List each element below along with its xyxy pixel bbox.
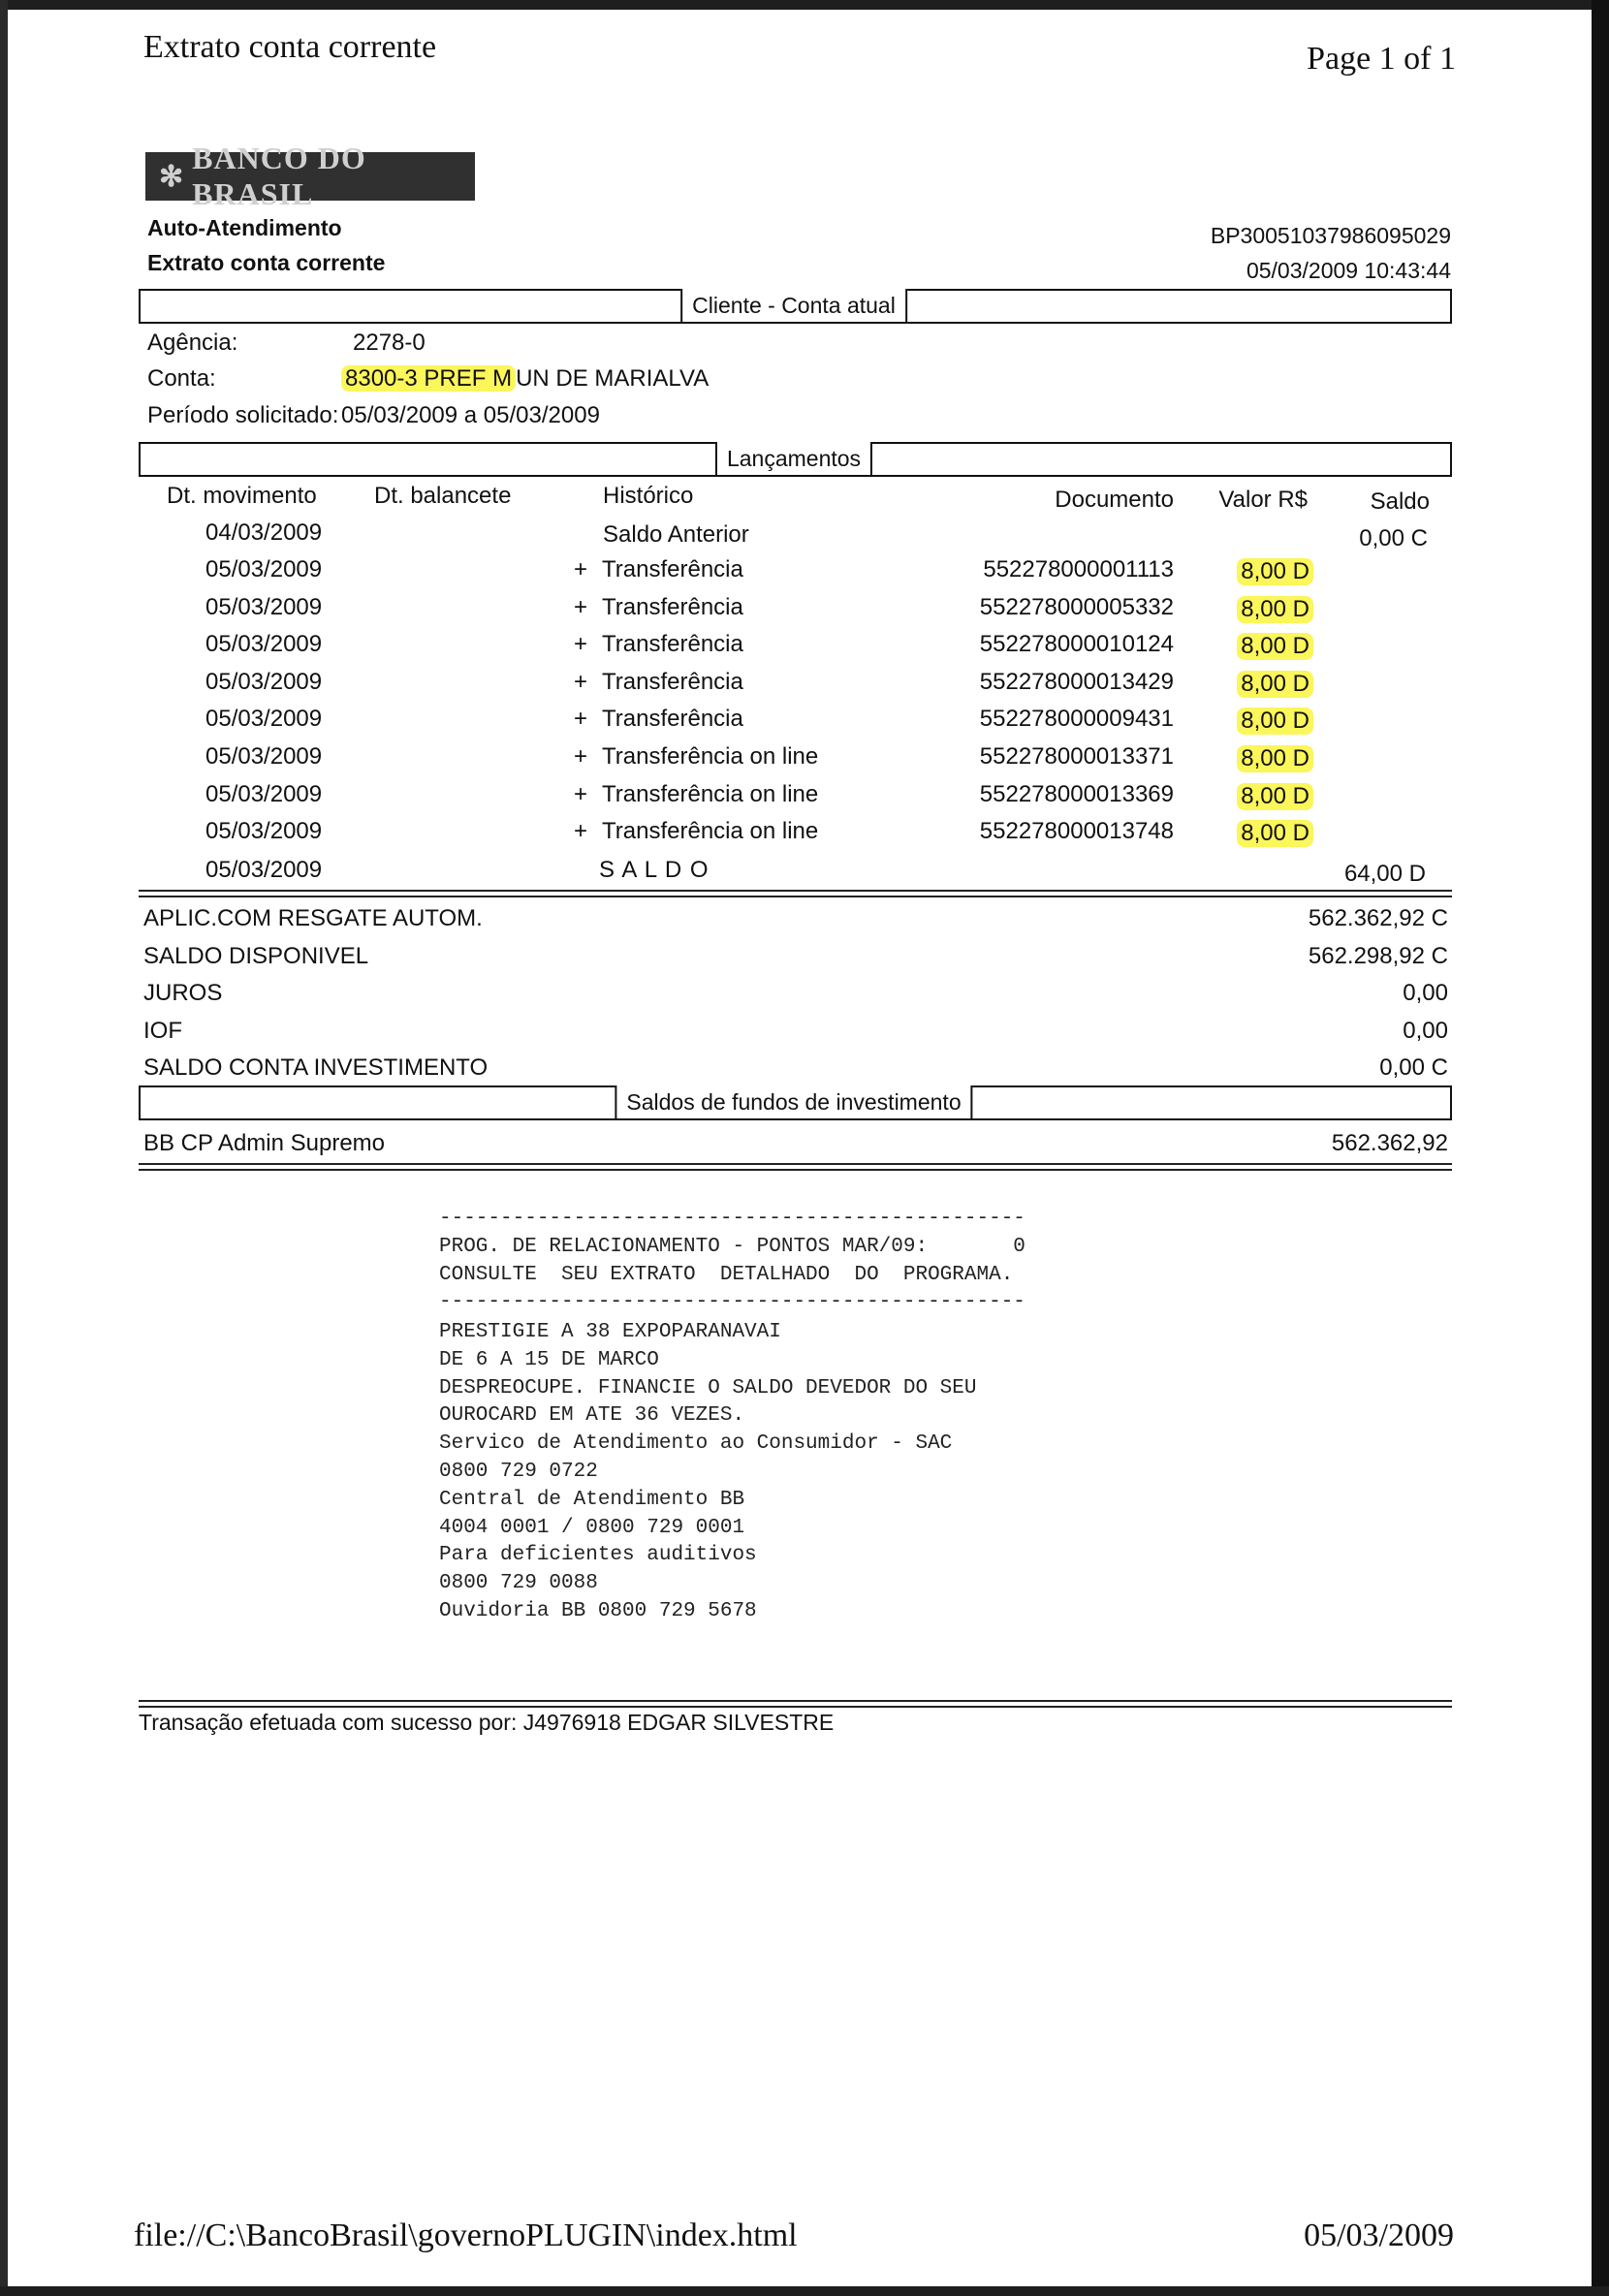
transaction-valor: 8,00 D [1237, 783, 1313, 810]
summary-value: 0,00 [1403, 1017, 1448, 1044]
summary-row [143, 943, 1448, 980]
message-block-info: PRESTIGIE A 38 EXPOPARANAVAI DE 6 A 15 DE MARCO DESPREOCUPE. FINANCIE O SALDO DEVEDOR DO SEU OUROCARD EM ATE 36 VEZES. Servico de Atendimento ao Consumidor - SAC 0800 729 0722 Central de Atendimento BB 4004 0001 / 0800 729 0001 Para deficientes auditivos 0800 729 0088 Ouvidoria BB 0800 729 5678 [439, 1321, 977, 1622]
transaction-sign: + [574, 668, 588, 695]
transaction-valor: 8,00 D [1237, 633, 1313, 660]
col-valor: Valor R$ [1218, 487, 1308, 513]
transaction-documento: 552278000001113 [983, 556, 1174, 582]
summary-label: SALDO CONTA INVESTIMENTO [143, 1054, 489, 1082]
transaction-date: 05/03/2009 [205, 668, 323, 695]
periodo-label: Período solicitado: [147, 402, 339, 428]
transaction-sign: + [574, 780, 588, 807]
page-url: file://C:\BancoBrasil\governoPLUGIN\index.html [134, 2217, 798, 2253]
agencia-value: 2278-0 [353, 330, 426, 356]
summary-label: SALDO DISPONIVEL [143, 942, 369, 969]
fundo-label: BB CP Admin Supremo [143, 1130, 386, 1156]
header-datetime: 05/03/2009 10:43:44 [1246, 258, 1451, 283]
col-historico: Histórico [603, 483, 694, 509]
transaction-historico: Transferência on line [602, 743, 819, 770]
header-ref: BP30051037986095029 [1210, 223, 1451, 248]
summary-value: 562.298,92 C [1308, 942, 1448, 969]
transaction-row [0, 594, 1609, 631]
transaction-historico: Transferência [602, 556, 743, 582]
transaction-historico: Transferência on line [602, 780, 819, 807]
transaction-row [0, 818, 1609, 855]
transaction-valor: 8,00 D [1237, 820, 1313, 847]
saldo-anterior-row [0, 519, 1609, 556]
scan-edge-bottom [0, 2286, 1609, 2296]
saldo-final-date: 05/03/2009 [205, 857, 323, 883]
fundo-row [143, 1130, 1448, 1167]
message-block-program: ------------------------------------------------ PROG. DE RELACIONAMENTO - PONTOS MAR/09: 0 CONSULTE SEU EXTRATO DETALHADO DO PROGRAMA. ------------------------------------------------ [439, 1208, 1025, 1314]
conta-number-highlight: 8300-3 PREF M [341, 365, 516, 392]
periodo-value: 05/03/2009 a 05/03/2009 [341, 402, 600, 428]
transaction-documento: 552278000013748 [979, 818, 1174, 845]
bank-logo-text: BANCO DO BRASIL [192, 141, 366, 211]
transaction-date: 05/03/2009 [205, 631, 323, 658]
summary-value: 0,00 [1403, 980, 1448, 1007]
transaction-historico: Transferência [602, 668, 743, 695]
transaction-valor: 8,00 D [1237, 745, 1313, 772]
transaction-sign: + [574, 593, 588, 620]
transaction-historico: Transferência [602, 706, 743, 733]
conta-value [341, 365, 709, 393]
summary-label: JUROS [143, 980, 223, 1007]
transaction-row [0, 631, 1609, 668]
transaction-date: 05/03/2009 [205, 556, 323, 582]
transaction-documento: 552278000013429 [979, 668, 1174, 695]
transaction-sign: + [574, 556, 588, 582]
summary-row [143, 1018, 1448, 1054]
print-title: Extrato conta corrente [143, 29, 437, 65]
fundo-value: 562.362,92 [1331, 1130, 1448, 1156]
transaction-sign: + [574, 706, 588, 733]
summary-value: 562.362,92 C [1308, 905, 1448, 931]
client-box-title: Cliente - Conta atual [680, 289, 907, 324]
saldo-anterior-label: Saldo Anterior [603, 521, 749, 548]
transaction-documento: 552278000009431 [979, 706, 1174, 733]
transaction-row [0, 669, 1609, 706]
transaction-documento: 552278000010124 [979, 631, 1174, 658]
saldo-final-row [0, 857, 1609, 894]
summary-value: 0,00 C [1379, 1054, 1448, 1082]
header-line2: Extrato conta corrente [147, 250, 386, 275]
transaction-date: 05/03/2009 [205, 593, 323, 620]
summary-row [143, 905, 1448, 942]
transaction-row [0, 743, 1609, 780]
saldo-final-value: 64,00 D [1343, 861, 1426, 887]
saldo-anterior-date: 04/03/2009 [205, 519, 323, 546]
scan-edge-top [0, 0, 1609, 10]
divider-lancamentos [139, 890, 1452, 897]
print-page-number: Page 1 of 1 [1307, 41, 1456, 77]
transaction-historico: Transferência [602, 631, 743, 658]
transaction-sign: + [574, 631, 588, 658]
col-saldo: Saldo [1370, 488, 1430, 515]
divider-footer [139, 1700, 1452, 1708]
col-dt-balancete: Dt. balancete [374, 483, 512, 509]
summary-row [143, 980, 1448, 1017]
transaction-row [0, 706, 1609, 742]
transaction-valor: 8,00 D [1237, 671, 1313, 698]
lancamentos-header-row [0, 483, 1609, 519]
transaction-documento: 552278000005332 [979, 593, 1174, 620]
transaction-date: 05/03/2009 [205, 743, 323, 770]
summary-label: APLIC.COM RESGATE AUTOM. [143, 905, 483, 931]
transaction-sign: + [574, 818, 588, 845]
transaction-valor: 8,00 D [1237, 708, 1313, 735]
summary-label: IOF [143, 1017, 182, 1044]
lancamentos-box [139, 442, 1452, 477]
transaction-date: 05/03/2009 [205, 818, 323, 845]
transaction-row [0, 556, 1609, 593]
transaction-sign: + [574, 743, 588, 770]
client-box [139, 289, 1452, 324]
header-line1: Auto-Atendimento [147, 215, 342, 240]
page-date: 05/03/2009 [1304, 2217, 1454, 2253]
transaction-historico: Transferência on line [602, 818, 819, 845]
saldo-final-label: S A L D O [599, 857, 710, 883]
lancamentos-box-title: Lançamentos [715, 442, 872, 477]
transaction-date: 05/03/2009 [205, 780, 323, 807]
col-documento: Documento [1055, 487, 1174, 513]
divider-fundos [139, 1163, 1452, 1171]
transaction-valor: 8,00 D [1237, 558, 1313, 585]
bank-logo-icon: ✻ [159, 160, 185, 193]
saldo-anterior-value: 0,00 C [1359, 525, 1428, 551]
transaction-row [0, 781, 1609, 818]
transaction-valor: 8,00 D [1237, 596, 1313, 623]
transaction-documento: 552278000013369 [979, 780, 1174, 807]
conta-label: Conta: [147, 365, 216, 392]
transaction-confirmation: Transação efetuada com sucesso por: J4976918 EDGAR SILVESTRE [139, 1710, 835, 1735]
fundos-box-title: Saldos de fundos de investimento [615, 1085, 972, 1120]
scan-edge-right [1592, 0, 1609, 2296]
transaction-date: 05/03/2009 [205, 706, 323, 733]
scan-edge-left [0, 0, 8, 2296]
agencia-label: Agência: [147, 330, 238, 356]
transaction-historico: Transferência [602, 593, 743, 620]
transaction-documento: 552278000013371 [979, 743, 1174, 770]
fundos-box [139, 1085, 1452, 1120]
col-dt-movimento: Dt. movimento [167, 483, 317, 509]
conta-name-rest: UN DE MARIALVA [516, 365, 710, 392]
bank-logo [145, 141, 475, 211]
